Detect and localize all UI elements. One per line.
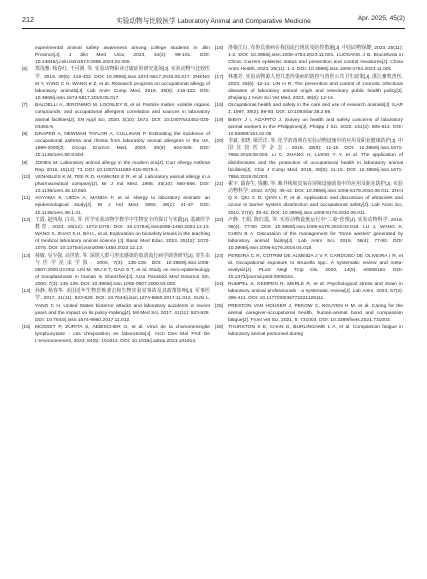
reference-number: [23] bbox=[215, 253, 224, 259]
issue-info: Apr. 2025, 45(2) bbox=[357, 15, 405, 22]
reference-item bbox=[215, 217, 403, 253]
left-column bbox=[22, 45, 210, 346]
reference-number: [11] bbox=[22, 196, 30, 202]
reference-number: [21] bbox=[215, 181, 224, 187]
reference-number: [20] bbox=[215, 139, 224, 145]
reference-number: [16] bbox=[215, 46, 224, 51]
reference-number: [8] bbox=[22, 131, 28, 137]
reference-item bbox=[22, 66, 210, 102]
reference-text: 林敏, 吴少强, 高世欣, 等. 深圳人群弓形虫感染的血清流行病学调查研究[J]. 寄生虫与医学昆虫学报, 2000, 7(3): 135-139. DOI: 10.3969/j.issn.1005-0507.2000.03.002. LIN M, WU S T, GAO S T, et al. Study on sero-epidemiology of toxoplasmosis in human in Shenzhen[J]. Acta Parasitol Med Entomol Sin, 2000, 7(3): 135-139. DOI: 10.3969/j.issn.1005-0507.2000.03.002. bbox=[35, 253, 210, 288]
reference-text: PRESTON VAN HOUSER J, PEKOW C, NGUYEN H M, et al. Caring for the animal caregiver-occupational health, human-animal bond and compassion fatigue[J]. Front Vet Sci, 2021, 8: 731003. DOI: 10.3389/fvets.2021.731003. bbox=[228, 303, 403, 323]
reference-number: [15] bbox=[22, 325, 31, 331]
reference-item bbox=[22, 217, 210, 253]
reference-text: 孙静, 杨春华. 美国近年生物恐怖袭击和生物实验室事故及其政策影响[J]. 军事医学, 2017, 41(11): 923-928. DOI: 10.7644/j.issn.1674-9960.2017.11.012. SUN L, YANG C H. United States bioterror attacks and laboratory accidents in recent years and the impact on its policy-making[J]. Mil Med Sci, 2017, 41(11): 923-928. DOI: 10.7644/j.issn.1674-9960.2017.11.012. bbox=[35, 289, 210, 323]
right-column bbox=[215, 45, 403, 338]
reference-item bbox=[22, 253, 210, 289]
reference-item bbox=[215, 253, 403, 282]
reference-item bbox=[215, 324, 403, 338]
reference-text: 洛桑江白, 布鲁氏菌病在我国流行现状及防控措施[J]. 中国动物保健, 2023, 25(11): 1-2. DOI: 10.3969/j.issn.1008-4754.2023.11.001. LUOSANG J B. Brucellosis in China: Current epidemic status and prevention and control measures[J]. China Anim Health, 2023, 25(11): 1-2. DOI: 10.3969/j.issn.1008-4754.2023.11.001. bbox=[228, 46, 403, 73]
reference-number: [7] bbox=[22, 103, 28, 109]
reference-item bbox=[215, 102, 403, 116]
reference-text: 卢静, 王娟, 陈红霞, 等. 实验动物设施运行中"三废"管理[J]. 实验动物科学, 2019, 36(4): 77-80. DOI: 10.3969/j.issn.1006-6179.2019.04.018. LU J, WANG X, CHEN B A. Discussion of the management for "three wastes" generated by laboratory animal facility[J]. Lab Anim Sci, 2019, 36(4): 77-80. DOI: 10.3969/j.issn.1006-6179.2019.04.018. bbox=[228, 217, 403, 252]
reference-text: VENABLES K M, TEE R D, HAWKINS E R, et al. Laboratory animal allergy in a pharmaceutical company[J]. Br J Ind Med, 1988, 45(10): 660-666. DOI: 10.1136/oem.45.10.660. bbox=[35, 174, 210, 195]
reference-number: [13] bbox=[22, 253, 31, 259]
reference-number: [25] bbox=[215, 303, 224, 309]
reference-item bbox=[22, 288, 210, 324]
reference-text: 郑茂雅, 杨春红, 王可洲, 等. 实验动物职业过敏症的研究进展[J]. 实验动物与比较医学, 2019, 39(5): 418-422. DOI: 10.3969/j.issn.1674-5817.2019.05.017. ZHENG M Y, YANG C H, WANG K Z, et al. Research progress on occupational allergy of laboratory animals[J]. Lab Anim Comp Med, 2019, 39(5): 418-422. DOI: 10.3969/j.issn.1674-5817.2019.05.017. bbox=[35, 67, 210, 102]
reference-item bbox=[22, 174, 210, 195]
reference-number: [12] bbox=[22, 217, 31, 223]
reference-text: PEREIRA C R, COTRIM DE ALMEIDA J V F, CARDOSO DE OLIVEIRA I R, et al. Occupational exposure to Brucella spp.: A systematic review and meta-analysis[J]. PLoS Negl Trop Dis, 2020, 14(5): e0008164. DOI: 10.1371/journal.pntd.0008164. bbox=[228, 253, 403, 280]
reference-item bbox=[215, 181, 403, 217]
reference-item bbox=[215, 45, 403, 74]
reference-text: RUMPEL S, KEMPEN R, MERLE R, et al. Psychological stress and strain in laboratory animal professionals - a systematic review[J]. Lab Anim, 2023, 57(4): 396-411. DOI: 10.1177/00236772221129111. bbox=[228, 282, 403, 302]
reference-item bbox=[215, 138, 403, 181]
reference-text: DRAPER A, NEWMAN TAYLOR A, CULLINAN P. Estimating the incidence of occupational asthma and rhinitis from laboratory animal allergens in the UK, 1999-2000[J]. Occup Environ Med, 2003, 60(8): 604-605. DOI: 10.1136/oem.60.8.604. bbox=[35, 131, 210, 159]
reference-item bbox=[215, 303, 403, 324]
reference-text: 王霞, 赵四海, 白亮, 等. 医学实验动物学教学中生物安全的探讨与实践[J]. 基础医学教育, 2023, 25(12): 1072-1076. DOI: 10.13754/j.issn2095-1450.2023.12.13. WANG X, ZHAO S H, BAI L, et al. Exploration on biosafety issues in the teaching of medical laboratory animal science [J]. Basic Med Educ, 2023, 25(12): 1072-1076. DOI: 10.13754/j.issn2095-1450.2023.12.13. bbox=[35, 217, 210, 252]
reference-number: [18] bbox=[215, 103, 224, 109]
reference-number: [10] bbox=[22, 174, 31, 180]
reference-item bbox=[215, 117, 403, 138]
reference-number: [14] bbox=[22, 289, 31, 295]
reference-continuation: experimental animal safety awareness among college students in Jilin Province[J]. J Jilin Med Univ, 2023, 44(2): 99-101. DOI: 10.13845/j.cnki.issn1673-2995.2023.02.006. bbox=[35, 46, 210, 66]
reference-item bbox=[22, 324, 210, 345]
reference-item bbox=[215, 281, 403, 302]
reference-item bbox=[22, 131, 210, 160]
reference-number: [24] bbox=[215, 282, 224, 288]
reference-text: AOYAMA K, UEDA A, MANDA F, et al. Allergy to laboratory animals: an epidemiological study[J]. Br J Ind Med, 1992, 49(1): 41-47. DOI: 10.1136/oem.49.1.41. bbox=[35, 196, 210, 216]
reference-text: 翟宇, 邱春生, 钱鹏, 等. 紫外线和臭氧在屏障设施消毒中的应用及职业防护[J]. 实验动物科学, 2010, 27(6): 39-42. DOI: 10.3969/j.issn.1006-6179.2010.06.011. ZHAI Q X, QIU C D, QIAN L P, et al. Application and discussion of ultraviolet and ozone in barrier system disinfection and occupational safety[J]. Lab Anim Sci, 2010, 27(6): 39-42. DOI: 10.3969/j.issn.1006-6179.2010.06.011. bbox=[228, 181, 403, 216]
reference-number: [6] bbox=[22, 67, 28, 73]
reference-number: [19] bbox=[215, 117, 224, 123]
reference-text: BIBAY J I, AGAPITO J. Survey on health and safety concerns of laboratory animal workers in the Philippines[J]. Philipp J Sci, 2022, 151(2): 605-614. DOI: 10.56899/151.02.05 bbox=[228, 117, 403, 137]
reference-text: JONES M. Laboratory animal allergy in the modern era[J]. Curr Allergy Asthma Rep, 2015, 15(12): 73. DOI: 10.1007/s11882-015-0575-4. bbox=[35, 160, 210, 173]
page-number: 212 bbox=[22, 15, 34, 24]
reference-text: Occupational health and safety in the care and use of research animals[J]. ILAR J, 1997, 38(2): 89-93. DOI: 10.1093/ilar.38.2.89. bbox=[228, 103, 403, 116]
reference-item bbox=[22, 102, 210, 131]
reference-number: [17] bbox=[215, 74, 224, 80]
reference-item bbox=[22, 160, 210, 174]
reference-text: BALDELLI A, JERONIMO M, LOOSLEY B, et al. Particle matter, volatile organic compounds, and occupational allergens correlation and sources in laboratory animal facilities[J]. SN Appl Sci, 2020, 2(10): 1672. DOI: 10.1007/s42452-020-03465-9. bbox=[35, 103, 210, 130]
journal-title: 实验动物与比较医学 Laboratory Animal and Comparative Medicine bbox=[116, 18, 311, 25]
reference-text: MOSSET P, ZURITA S, AEBISCHER O, et al. Virus de la choriomeningite lymphocytaire : cas d'exposition en laboratoire[J]. Arch Des Mal Prof De L'environnement, 2023, 84(6): 101914. DOI: 10.1016/j.admp.2023.101914. bbox=[35, 325, 210, 345]
reference-number: [26] bbox=[215, 325, 224, 331]
reference-number: [9] bbox=[22, 160, 28, 166]
reference-item bbox=[215, 74, 403, 103]
reference-item bbox=[22, 195, 210, 216]
page-header bbox=[22, 14, 405, 29]
reference-number: [22] bbox=[215, 217, 224, 223]
reference-text: THURSTON S E, CHAN G, BURLINGAME L A, et al. Compassion fatigue in laboratory animal personnel during bbox=[228, 325, 403, 338]
reference-text: 李斌, 张晓, 梁洋洋, 等. 化学消毒剂在实验动物设施中的应用及职业健康防护[J]. 中国比较医学杂志, 2018, 28(8): 11-15. DOI: 10.3969/j.issn.1671-7856.2018.08.003. LI C, ZHANG H, LIANG Y Y, et al. The application of disinfectants and the protection of occupational health in laboratory animal facilities[J]. Chin J Comp Med, 2018, 28(8): 11-15. DOI: 10.3969/j.issn.1671-7856.2018.08.003. bbox=[228, 139, 403, 180]
reference-text: 林惠芳. 实验动物源人兽共患传染病的防控与兽医公共卫生政策[J]. 浙江畜牧兽医, 2023, 48(6): 12-14. LIN H R. The prevention and control of zoonotic infectious diseases of laboratory animal origin and veterinary public health policy[J]. Zhejiang J Anim Sci Vet Med, 2023, 48(6): 12-14. bbox=[228, 74, 403, 102]
